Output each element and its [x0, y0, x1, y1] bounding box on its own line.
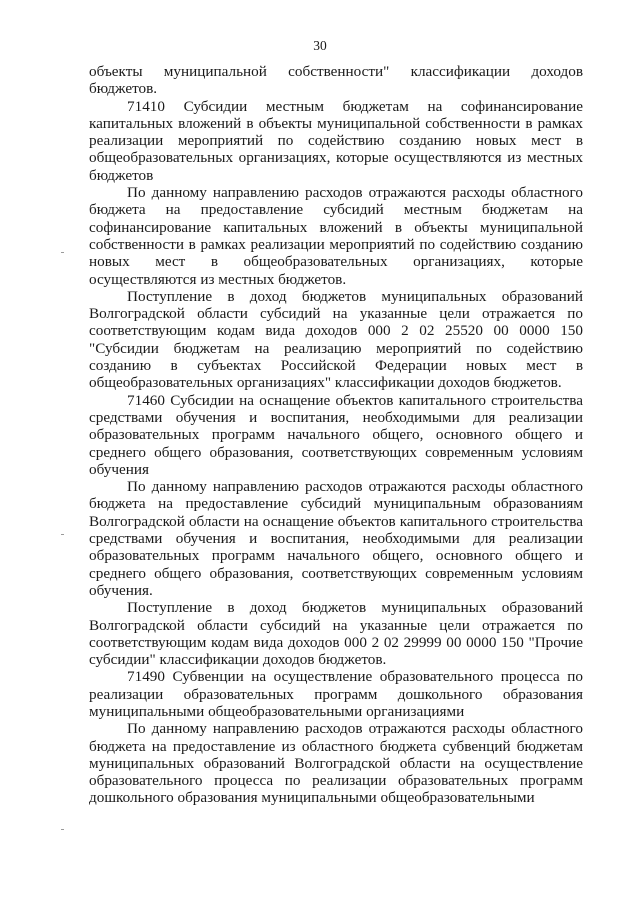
paragraph: По данному направлению расходов отражаются расходы областного бюджета на предоставление субсидий муниципальным образованиям Волгоградской области на оснащение объектов капитального строительства средствами обучения и воспитания, необходимыми для реализации образовательных программ начального общего, основного общего и среднего общего образования, соответствующих современным условиям обучения.	[89, 478, 583, 599]
paragraph: объекты муниципальной собственности" классификации доходов бюджетов.	[89, 63, 583, 98]
paragraph-last: По данному направлению расходов отражаются расходы областного бюджета на предоставление из областного бюджета субвенций бюджетам муниципальных образований Волгоградской области на осуществление образовательного процесса по реализации образовательных программ дошкольного образования муниципальными общеобразовательными	[89, 720, 583, 807]
paragraph-heading-71490: 71490 Субвенции на осуществление образовательного процесса по реализации образовательных программ дошкольного образования муниципальными общеобразовательными организациями	[89, 668, 583, 720]
document-body	[89, 63, 583, 807]
paragraph-heading-71460: 71460 Субсидии на оснащение объектов капитального строительства средствами обучения и воспитания, необходимыми для реализации образовательных программ начального общего, основного общего и среднего общего образования, соответствующих современным условиям обучения	[89, 391, 583, 478]
scan-margin-mark	[61, 534, 64, 535]
paragraph: Поступление в доход бюджетов муниципальных образований Волгоградской области субсидий на указанные цели отражается по соответствующим кодам вида доходов 000 2 02 29999 00 0000 150 "Прочие субсидии" классификации доходов бюджетов.	[89, 599, 583, 669]
paragraph: Поступление в доход бюджетов муниципальных образований Волгоградской области субсидий на указанные цели отражается по соответствующим кодам вида доходов 000 2 02 25520 00 0000 150 "Субсидии бюджетам на реализацию мероприятий по содействию созданию в субъектах Российской Федерации новых мест в общеобразовательных организациях" классификации доходов бюджетов.	[89, 287, 583, 392]
scan-margin-mark	[61, 829, 64, 830]
paragraph-heading-71410: 71410 Субсидии местным бюджетам на софинансирование капитальных вложений в объекты муниципальной собственности в рамках реализации мероприятий по содействию созданию новых мест в общеобразовательных организациях, которые осуществляются из местных бюджетов	[89, 97, 583, 184]
scan-margin-mark	[61, 252, 64, 253]
paragraph: По данному направлению расходов отражаются расходы областного бюджета на предоставление субсидий местным бюджетам на софинансирование капитальных вложений в объекты муниципальной собственности в рамках реализации мероприятий по содействию созданию новых мест в общеобразовательных организациях, которые осуществляются из местных бюджетов.	[89, 184, 583, 288]
page-number: 30	[313, 38, 327, 53]
